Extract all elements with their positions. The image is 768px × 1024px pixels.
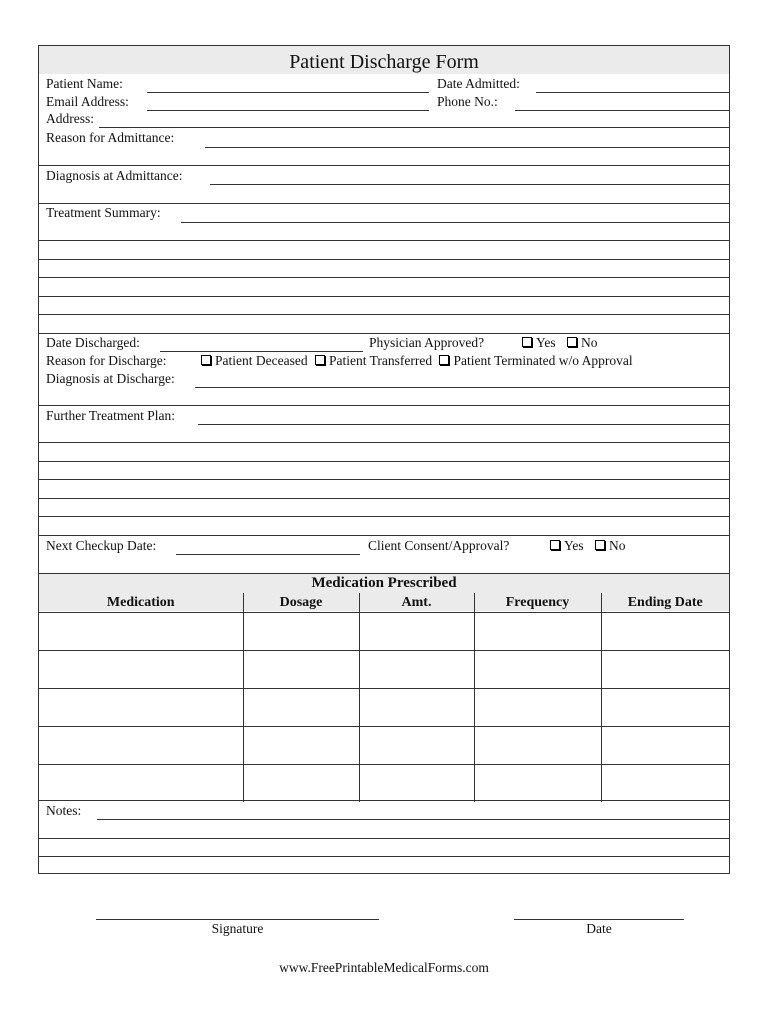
checkbox-icon[interactable] [201,355,211,365]
further-treatment-label: Further Treatment Plan: [46,408,175,423]
checkbox-icon[interactable] [315,355,325,365]
treatment-summary-line[interactable] [39,240,729,241]
no-label: No [609,538,626,553]
table-cell[interactable] [474,727,601,765]
reason-admittance-field[interactable] [205,147,729,148]
notes-label: Notes: [46,803,82,818]
table-cell[interactable] [39,765,243,803]
table-cell[interactable] [359,651,474,689]
further-treatment-line[interactable] [39,498,729,499]
table-cell[interactable] [359,765,474,803]
date-discharged-label: Date Discharged: [46,335,140,350]
table-cell[interactable] [601,727,729,765]
physician-approved-options [522,335,598,351]
table-cell[interactable] [39,689,243,727]
further-treatment-line[interactable] [39,516,729,517]
medication-header-row [39,593,729,613]
email-address-label: Email Address: [46,94,129,109]
treatment-summary-label: Treatment Summary: [46,205,161,220]
column-header-medication: Medication [106,594,175,610]
further-treatment-field[interactable] [198,424,729,425]
patient-terminated-label: Patient Terminated w/o Approval [453,353,633,368]
table-cell[interactable] [243,613,359,651]
patient-name-label: Patient Name: [46,76,123,91]
checkbox-icon[interactable] [567,337,577,347]
table-cell[interactable] [243,727,359,765]
medication-table [39,593,729,802]
physician-yes-option[interactable] [522,335,556,351]
table-row [39,727,729,765]
notes-line[interactable] [39,838,729,839]
notes-line[interactable] [39,856,729,857]
patient-terminated-option[interactable] [439,353,632,369]
table-cell[interactable] [243,765,359,803]
no-label: No [581,335,598,350]
table-cell[interactable] [359,727,474,765]
diagnosis-discharge-label: Diagnosis at Discharge: [46,371,175,386]
table-cell[interactable] [474,613,601,651]
diagnosis-discharge-field[interactable] [195,387,729,388]
yes-label: Yes [536,335,556,350]
further-treatment-line[interactable] [39,442,729,443]
email-address-field[interactable] [147,110,429,111]
column-header-frequency: Frequency [474,593,601,613]
column-header-dosage: Dosage [243,593,359,613]
date-admitted-field[interactable] [536,92,729,93]
signature-line[interactable] [96,919,379,920]
table-cell[interactable] [243,651,359,689]
treatment-summary-line[interactable] [39,314,729,315]
table-cell[interactable] [359,689,474,727]
signature-label: Signature [211,921,264,936]
checkbox-icon[interactable] [522,337,532,347]
table-row [39,689,729,727]
consent-yes-option[interactable] [550,538,584,554]
reason-discharge-label: Reason for Discharge: [46,353,167,368]
table-cell[interactable] [601,651,729,689]
patient-transferred-label: Patient Transferred [328,353,433,368]
table-cell[interactable] [39,727,243,765]
table-cell[interactable] [601,613,729,651]
date-discharged-field[interactable] [160,351,363,352]
client-consent-label: Client Consent/Approval? [368,538,510,553]
next-checkup-label: Next Checkup Date: [46,538,157,553]
phone-label: Phone No.: [437,94,498,109]
further-treatment-line[interactable] [39,461,729,462]
patient-deceased-label: Patient Deceased [215,353,308,368]
notes-field[interactable] [97,819,729,820]
table-cell[interactable] [243,689,359,727]
reason-discharge-options [201,353,633,369]
patient-transferred-option[interactable] [315,353,432,369]
table-cell[interactable] [474,765,601,803]
physician-approved-label: Physician Approved? [369,335,485,350]
table-cell[interactable] [359,613,474,651]
signature-date-label: Date [586,921,612,936]
address-label: Address: [46,111,94,126]
diagnosis-admittance-line[interactable] [39,203,729,204]
form-title: Patient Discharge Form [289,51,479,73]
date-admitted-label: Date Admitted: [437,76,520,91]
further-treatment-line[interactable] [39,535,729,536]
checkbox-icon[interactable] [550,540,560,550]
yes-label: Yes [564,538,584,553]
diagnosis-admittance-label: Diagnosis at Admittance: [46,168,183,183]
table-row [39,613,729,651]
column-header-ending-date: Ending Date [601,593,729,613]
physician-no-option[interactable] [567,335,598,351]
further-treatment-line[interactable] [39,479,729,480]
table-cell[interactable] [601,689,729,727]
treatment-summary-line[interactable] [39,259,729,260]
patient-deceased-option[interactable] [201,353,308,369]
checkbox-icon[interactable] [439,355,449,365]
consent-no-option[interactable] [595,538,626,554]
client-consent-options [550,538,626,554]
phone-field[interactable] [515,110,729,111]
footer-url: www.FreePrintableMedicalForms.com [279,960,489,975]
patient-name-field[interactable] [147,92,429,93]
table-cell[interactable] [39,651,243,689]
reason-admittance-line[interactable] [39,165,729,166]
treatment-summary-line[interactable] [39,277,729,278]
signature-date-line[interactable] [514,919,684,920]
table-cell[interactable] [474,651,601,689]
table-row [39,765,729,803]
treatment-summary-line[interactable] [39,333,729,334]
medication-title: Medication Prescribed [311,575,457,591]
notes-top-border [39,800,729,801]
discharge-form [38,45,730,874]
treatment-summary-field[interactable] [181,222,729,223]
checkbox-icon[interactable] [595,540,605,550]
table-row [39,651,729,689]
reason-admittance-label: Reason for Admittance: [46,130,175,145]
next-checkup-field[interactable] [176,554,360,555]
table-cell[interactable] [601,765,729,803]
address-field[interactable] [99,127,729,128]
diagnosis-discharge-line[interactable] [39,405,729,406]
treatment-summary-line[interactable] [39,296,729,297]
column-header-amt: Amt. [359,593,474,613]
diagnosis-admittance-field[interactable] [210,184,729,185]
table-cell[interactable] [39,613,243,651]
table-cell[interactable] [474,689,601,727]
